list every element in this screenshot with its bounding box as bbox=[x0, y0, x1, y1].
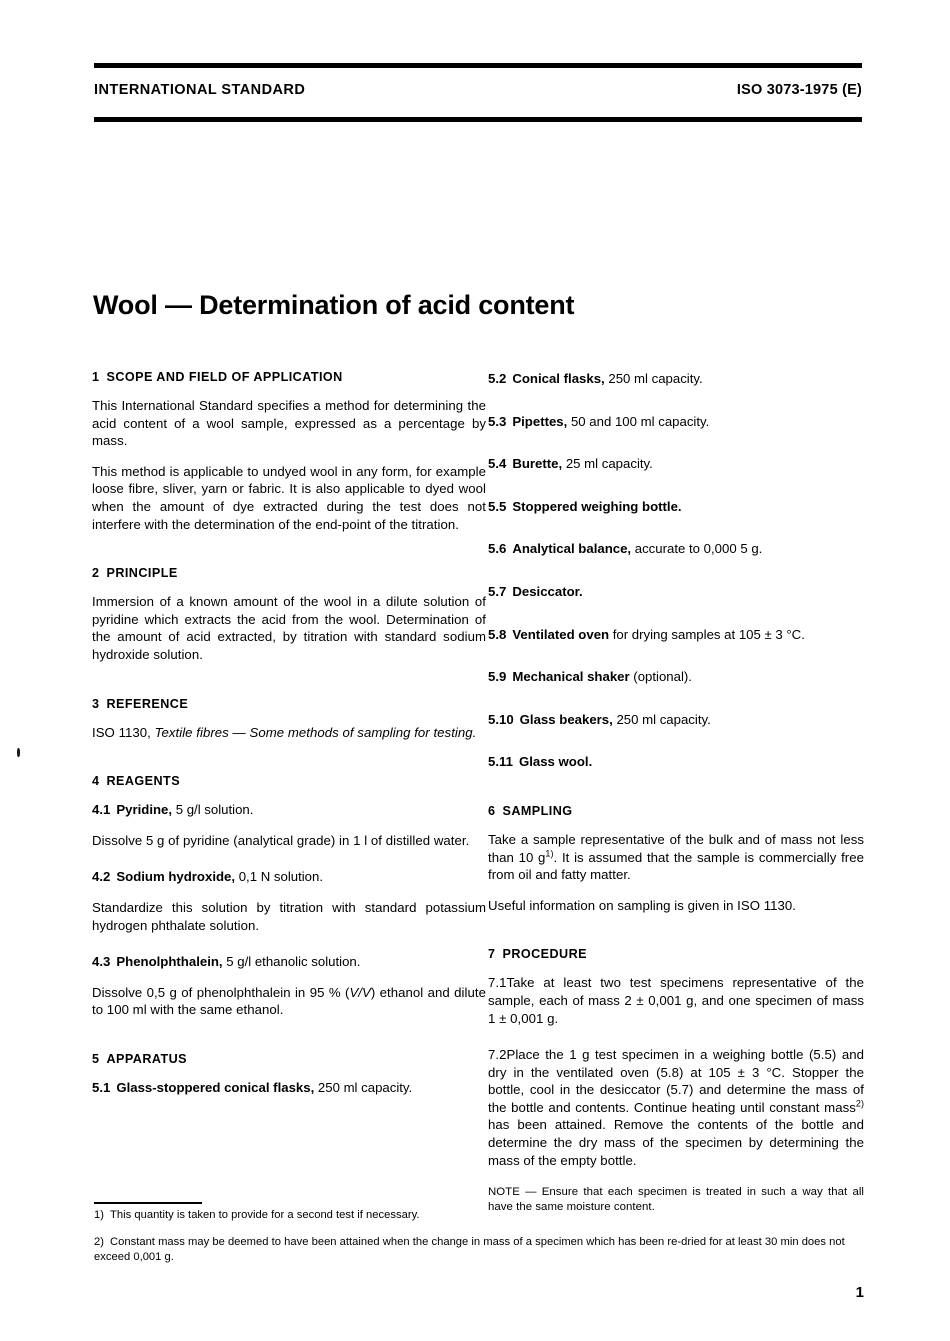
clause-4-3-body-post: ) ethanol and dilute to 100 ml with the same ethanol. bbox=[92, 984, 487, 1018]
clause-term: Desiccator. bbox=[512, 583, 583, 599]
spacer bbox=[488, 656, 864, 668]
clause-5-10 bbox=[488, 711, 864, 729]
clause-4-3-body bbox=[92, 984, 486, 1019]
footnote-area bbox=[94, 1208, 864, 1277]
sampling-text-pre: Take a sample representative of the bulk and of mass not less than 10 g bbox=[488, 831, 864, 865]
clause-4-1 bbox=[92, 801, 486, 819]
spacer bbox=[488, 401, 864, 413]
spacer bbox=[488, 927, 864, 947]
clause-number: 5.3 bbox=[488, 413, 507, 429]
principle-paragraph-1: Immersion of a known amount of the wool in a dilute solution of pyridine which extracts the acid from the wool. Determination of the amount of acid extracted, by titration with standard sodium hydroxide solution. bbox=[92, 594, 486, 662]
section-number: 7 bbox=[488, 947, 496, 962]
section-title: PRINCIPLE bbox=[106, 566, 178, 581]
reference-entry bbox=[92, 724, 486, 742]
procedure-note: NOTE — Ensure that each specimen is treated in such a way that all have the same moisture content. bbox=[488, 1186, 864, 1214]
section-title: REFERENCE bbox=[106, 696, 189, 711]
clause-term: Glass wool. bbox=[518, 754, 593, 770]
clause-number: 5.2 bbox=[488, 371, 507, 386]
section-heading-reagents bbox=[92, 774, 486, 788]
clause-number: 4.3 bbox=[92, 954, 111, 970]
spacer bbox=[92, 677, 486, 697]
page-number: 1 bbox=[855, 1284, 864, 1301]
spacer bbox=[488, 699, 864, 711]
clause-term: Glass beakers, bbox=[519, 711, 613, 727]
spacer bbox=[488, 784, 864, 804]
spacer bbox=[488, 443, 864, 455]
section-title: PROCEDURE bbox=[502, 947, 587, 962]
clause-number: 5.5 bbox=[488, 498, 507, 514]
footnote-2 bbox=[94, 1235, 864, 1266]
clause-number: 5.6 bbox=[488, 541, 507, 557]
clause-4-2-body: Standardize this solution by titration with standard potassium hydrogen phthalate solution. bbox=[92, 899, 486, 933]
clause-number: 5.4 bbox=[488, 456, 507, 472]
clause-term: Pyridine, bbox=[116, 802, 173, 818]
clause-5-8 bbox=[488, 626, 864, 644]
reference-designation: ISO 1130, bbox=[92, 724, 155, 740]
clause-detail: 250 ml capacity. bbox=[314, 1079, 413, 1095]
clause-7-2-body-post: has been attained. Remove the contents of the bottle and determine the dry mass of the specimen by determining the mass of the empty bottle. bbox=[488, 1117, 864, 1168]
clause-4-3-body-pre: Dissolve 0,5 g of phenolphthalein in 95 % ( bbox=[92, 984, 350, 1000]
section-number: 5 bbox=[92, 1051, 100, 1066]
section-number: 3 bbox=[92, 696, 100, 711]
clause-5-6 bbox=[488, 540, 864, 558]
spacer bbox=[488, 741, 864, 753]
sampling-paragraph-2: Useful information on sampling is given in ISO 1130. bbox=[488, 897, 797, 913]
header-rule-top bbox=[94, 63, 862, 68]
right-column bbox=[488, 370, 864, 1215]
clause-term: Phenolphthalein, bbox=[116, 954, 223, 970]
section-heading-scope bbox=[92, 370, 486, 384]
clause-4-3 bbox=[92, 953, 486, 971]
clause-detail: 5 g/l ethanolic solution. bbox=[222, 954, 361, 970]
clause-term: Pipettes, bbox=[512, 413, 568, 429]
spacer bbox=[488, 614, 864, 626]
clause-5-1 bbox=[92, 1079, 486, 1097]
spacer bbox=[92, 754, 486, 774]
footnote-separator-rule bbox=[94, 1202, 202, 1204]
clause-term: Ventilated oven bbox=[512, 626, 610, 642]
page-title: Wool — Determination of acid content bbox=[93, 290, 575, 321]
spacer bbox=[488, 571, 864, 583]
clause-detail: accurate to 0,000 5 g. bbox=[631, 541, 763, 557]
section-number: 1 bbox=[92, 370, 100, 384]
section-number: 6 bbox=[488, 803, 496, 818]
spacer bbox=[488, 528, 864, 540]
footnote-1 bbox=[94, 1208, 864, 1224]
section-title: SCOPE AND FIELD OF APPLICATION bbox=[106, 370, 343, 384]
clause-7-2-body-pre: Place the 1 g test specimen in a weighing bottle (5.5) and dry in the ventilated oven (5.8) at 105 ± 3 °C. Stopper the bottle, cool in the desiccator (5.7) and determine the mass of the bottle and contents. Continue heating until constant mass bbox=[488, 1047, 864, 1115]
clause-term: Stoppered weighing bottle. bbox=[512, 498, 682, 514]
sampling-text-post: . It is assumed that the sample is commercially free from oil and fatty matter. bbox=[488, 849, 865, 883]
section-title: APPARATUS bbox=[106, 1051, 188, 1066]
section-heading-reference bbox=[92, 697, 486, 711]
clause-number: 5.1 bbox=[92, 1079, 111, 1095]
clause-detail: (optional). bbox=[629, 669, 692, 685]
clause-number: 5.10 bbox=[488, 711, 514, 727]
volume-ratio-symbol: V/V bbox=[349, 984, 371, 1000]
clause-detail: 0,1 N solution. bbox=[235, 869, 324, 885]
reference-title: Textile fibres — Some methods of sampling for testing. bbox=[154, 724, 477, 740]
clause-number: 4.1 bbox=[92, 802, 111, 818]
clause-7-2 bbox=[488, 1046, 864, 1169]
clause-detail: 5 g/l solution. bbox=[172, 802, 254, 818]
section-number: 4 bbox=[92, 774, 100, 789]
clause-term: Conical flasks, bbox=[512, 371, 605, 386]
clause-5-11 bbox=[488, 753, 864, 771]
clause-7-1-body: Take at least two test specimens representative of the sample, each of mass 2 ± 0,001 g, and one specimen of mass 1 ± 0,001 g. bbox=[488, 975, 864, 1026]
clause-5-3 bbox=[488, 413, 864, 431]
footnote-marker-1: 1) bbox=[545, 848, 554, 859]
clause-detail: 250 ml capacity. bbox=[612, 711, 711, 727]
header-standard-reference: ISO 3073-1975 (E) bbox=[736, 82, 862, 98]
footnote-marker-2: 2) bbox=[855, 1098, 864, 1109]
clause-7-1 bbox=[488, 974, 864, 1027]
document-header bbox=[94, 82, 862, 98]
clause-number: 5.9 bbox=[488, 669, 507, 685]
clause-number: 7.2 bbox=[488, 1047, 507, 1063]
left-column bbox=[92, 370, 486, 1215]
clause-number: 5.11 bbox=[488, 754, 513, 770]
clause-number: 5.7 bbox=[488, 583, 507, 599]
clause-5-7 bbox=[488, 583, 864, 601]
clause-term: Burette, bbox=[512, 456, 563, 472]
spacer bbox=[92, 546, 486, 566]
section-heading-sampling bbox=[488, 804, 864, 818]
footnote-2-text: Constant mass may be deemed to have been attained when the change in mass of a specimen which has been re-dried for at least 30 min does not exceed 0,001 g. bbox=[94, 1235, 845, 1263]
footnote-1-marker: 1) bbox=[94, 1209, 104, 1221]
clause-detail: 50 and 100 ml capacity. bbox=[567, 413, 710, 429]
clause-5-5 bbox=[488, 498, 864, 516]
scan-artifact-mark bbox=[17, 748, 20, 757]
two-column-body bbox=[92, 370, 864, 1215]
clause-detail: for drying samples at 105 ± 3 °C. bbox=[609, 626, 805, 642]
clause-number: 7.1 bbox=[488, 975, 507, 991]
clause-detail: 250 ml capacity. bbox=[604, 371, 703, 386]
clause-detail: 25 ml capacity. bbox=[562, 456, 653, 472]
clause-term: Sodium hydroxide, bbox=[116, 869, 236, 885]
clause-4-1-body: Dissolve 5 g of pyridine (analytical grade) in 1 l of distilled water. bbox=[92, 832, 470, 848]
clause-5-4 bbox=[488, 455, 864, 473]
footnote-1-text: This quantity is taken to provide for a second test if necessary. bbox=[110, 1209, 420, 1221]
clause-number: 4.2 bbox=[92, 869, 111, 885]
clause-5-2 bbox=[488, 370, 864, 388]
section-heading-principle bbox=[92, 566, 486, 580]
section-number: 2 bbox=[92, 566, 100, 581]
scope-paragraph-1: This International Standard specifies a method for determining the acid content of a wool sample, expressed as a percentage by mass. bbox=[92, 398, 486, 449]
clause-5-9 bbox=[488, 668, 864, 686]
section-title: REAGENTS bbox=[106, 774, 181, 789]
sampling-paragraph-1 bbox=[488, 831, 864, 884]
clause-4-2 bbox=[92, 868, 486, 886]
clause-term: Glass-stoppered conical flasks, bbox=[116, 1079, 315, 1095]
clause-number: 5.8 bbox=[488, 626, 507, 642]
scope-paragraph-2: This method is applicable to undyed wool in any form, for example loose fibre, sliver, yarn or fabric. It is also applicable to dyed wool when the amount of dye extracted during the test does not interfere with the determination of the end-point of the titration. bbox=[92, 463, 486, 532]
header-rule-bottom bbox=[94, 117, 862, 122]
clause-term: Analytical balance, bbox=[512, 541, 632, 557]
section-heading-procedure bbox=[488, 947, 864, 961]
footnote-2-marker: 2) bbox=[94, 1235, 104, 1248]
section-heading-apparatus bbox=[92, 1052, 486, 1066]
spacer bbox=[488, 486, 864, 498]
header-standard-type: INTERNATIONAL STANDARD bbox=[94, 82, 306, 98]
clause-term: Mechanical shaker bbox=[512, 669, 630, 685]
spacer bbox=[92, 1032, 486, 1052]
section-title: SAMPLING bbox=[502, 803, 573, 818]
